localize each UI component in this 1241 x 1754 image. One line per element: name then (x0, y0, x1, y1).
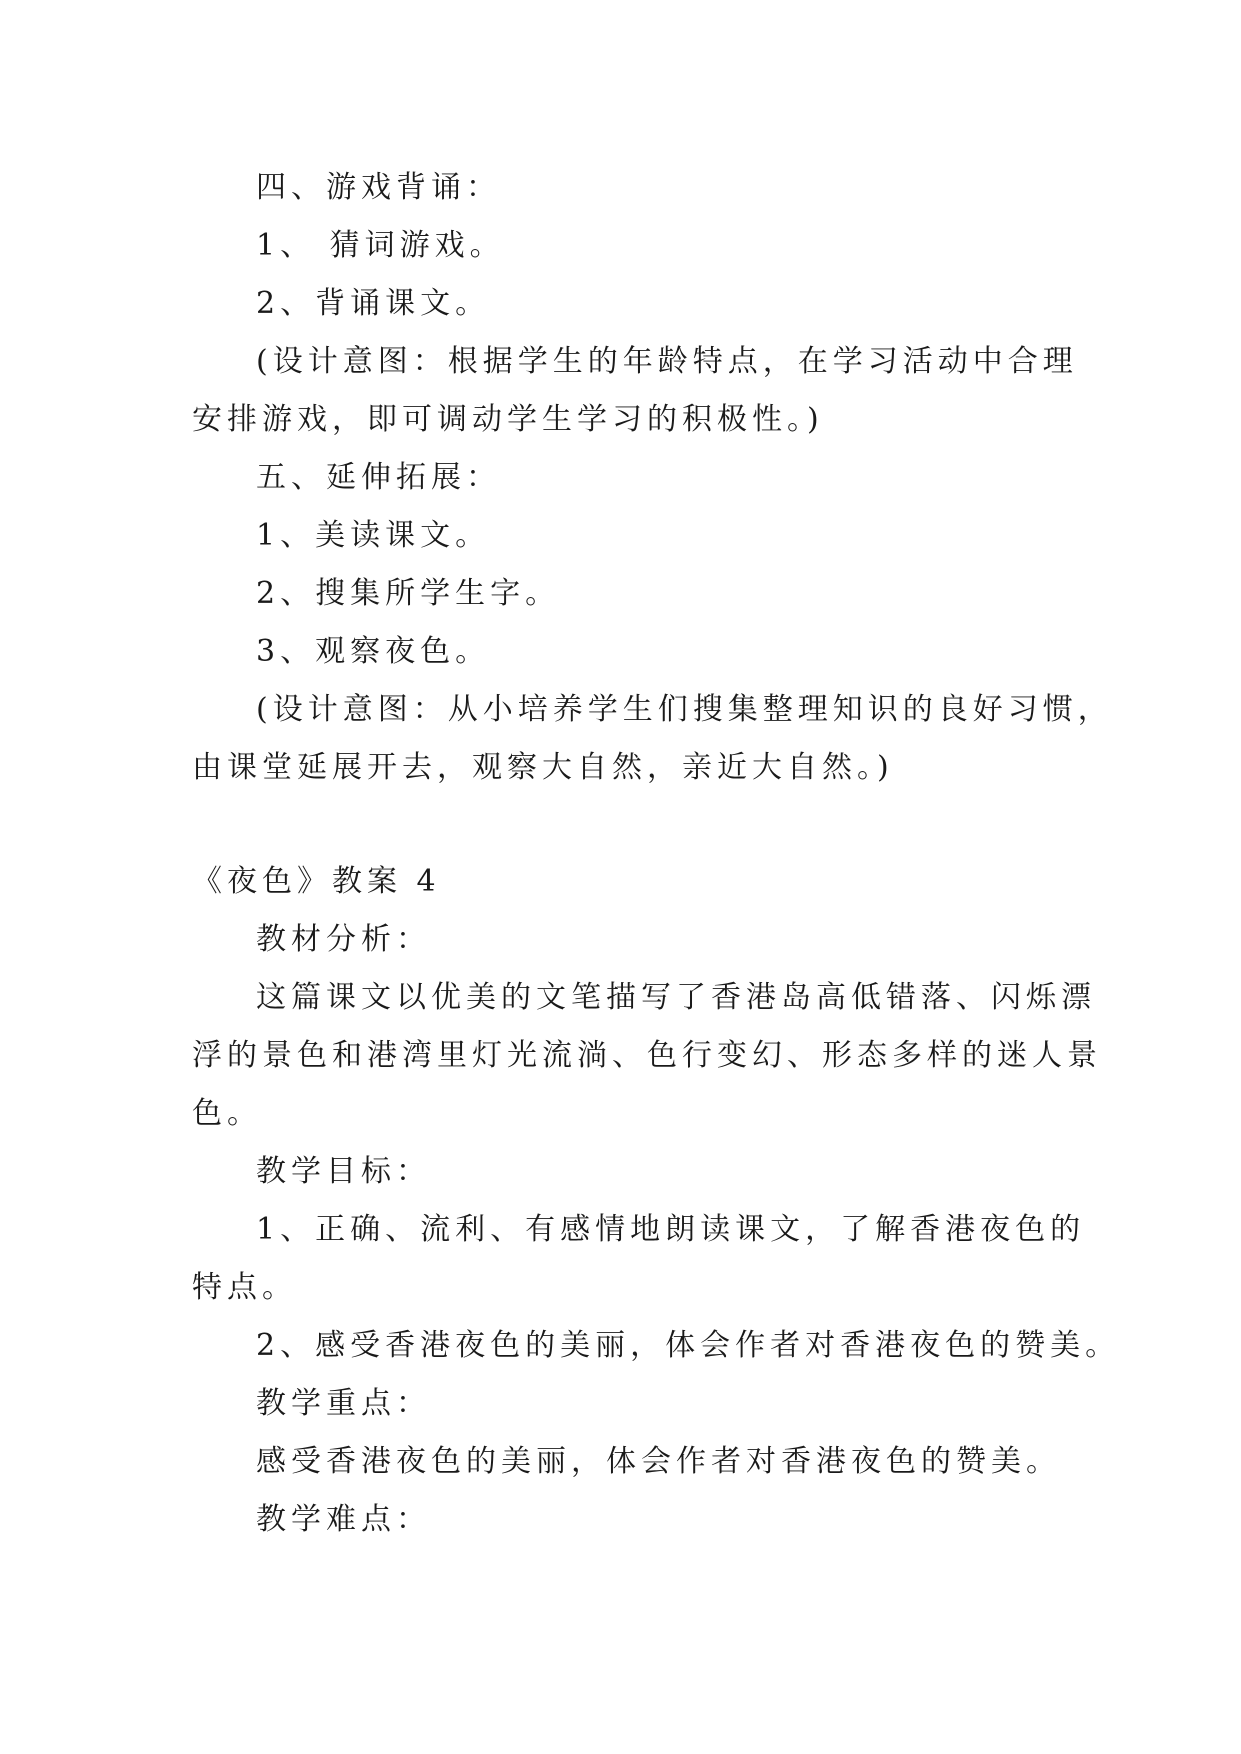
key-points-text: 感受香港夜色的美丽，体会作者对香港夜色的赞美。 (256, 1444, 1061, 1479)
list-item-read-text: 1、美读课文。 (256, 518, 491, 553)
list-item-collect-characters: 2、搜集所学生字。 (256, 576, 561, 611)
list-item-observe-night: 3、观察夜色。 (256, 634, 491, 669)
heading-teaching-key-points: 教学重点： (256, 1386, 431, 1421)
section-title: 《夜色》教案 4 (192, 864, 441, 899)
list-item-guess-words: 1、 猜词游戏。 (256, 228, 505, 263)
heading-extension: 五、延伸拓展： (256, 460, 501, 495)
goal-1-line-1: 1、正确、流利、有感情地朗读课文，了解香港夜色的 (256, 1212, 1086, 1247)
design-note-1-line-2: 安排游戏，即可调动学生学习的积极性。) (192, 402, 824, 437)
design-note-1-line-1: (设计意图：根据学生的年龄特点，在学习活动中合理 (256, 344, 1078, 379)
design-note-2-line-1: (设计意图：从小培养学生们搜集整理知识的良好习惯， (256, 692, 1113, 727)
analysis-line-2: 浮的景色和港湾里灯光流淌、色行变幻、形态多样的迷人景 (192, 1038, 1102, 1073)
heading-teaching-difficulties: 教学难点： (256, 1502, 431, 1537)
design-note-2-line-2: 由课堂延展开去，观察大自然，亲近大自然。) (192, 750, 894, 785)
goal-1-line-2: 特点。 (192, 1270, 297, 1305)
list-item-recite-text: 2、背诵课文。 (256, 286, 491, 321)
heading-teaching-goals: 教学目标： (256, 1154, 431, 1189)
analysis-line-1: 这篇课文以优美的文笔描写了香港岛高低错落、闪烁漂 (256, 980, 1096, 1015)
heading-material-analysis: 教材分析： (256, 922, 431, 957)
analysis-line-3: 色。 (192, 1096, 262, 1131)
goal-2: 2、感受香港夜色的美丽，体会作者对香港夜色的赞美。 (256, 1328, 1121, 1363)
heading-game-recitation: 四、游戏背诵： (256, 170, 501, 205)
